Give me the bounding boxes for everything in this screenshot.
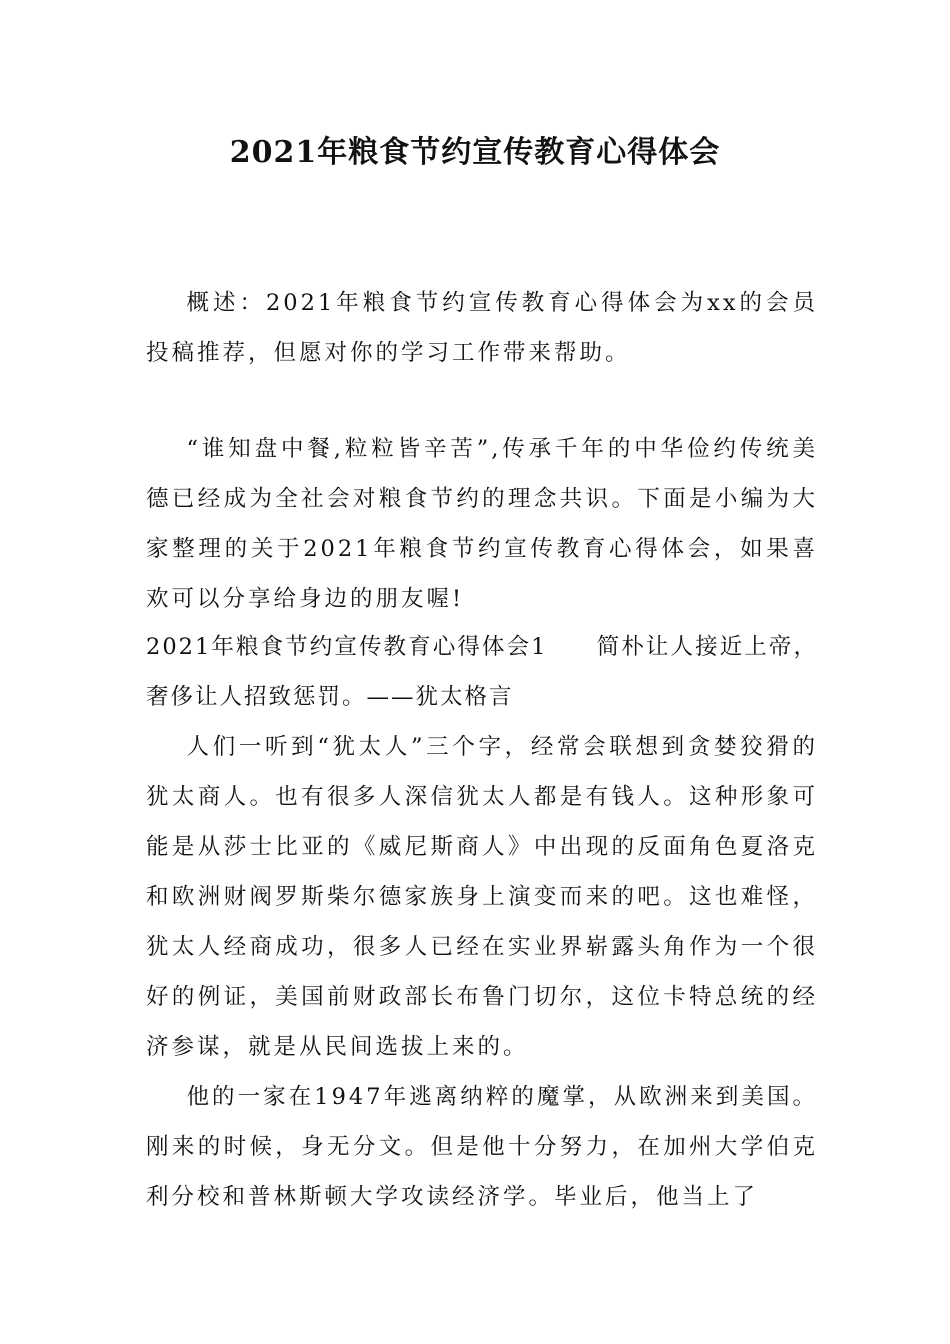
body-paragraph-2: 他的一家在1947年逃离纳粹的魔掌，从欧洲来到美国。刚来的时候，身无分文。但是他十分努力，在加州大学伯克利分校和普林斯顿大学攻读经济学。毕业后，他当上了 (146, 1084, 818, 1210)
section-heading-line: 2021年粮食节约宣传教育心得体会1 简朴让人接近上帝，奢侈让人招致惩罚。——犹太格言 (146, 634, 818, 710)
summary-paragraph: 概述：2021年粮食节约宣传教育心得体会为xx的会员投稿推荐，但愿对你的学习工作带来帮助。 (146, 290, 818, 366)
document-title: 2021年粮食节约宣传教育心得体会 (229, 135, 721, 170)
body-paragraph-1: 人们一听到“犹太人”三个字，经常会联想到贪婪狡猾的犹太商人。也有很多人深信犹太人都是有钱人。这种形象可能是从莎士比亚的《威尼斯商人》中出现的反面角色夏洛克和欧洲财阀罗斯柴尔德家族身上演变而来的吧。这也难怪，犹太人经商成功，很多人已经在实业界崭露头角作为一个很好的例证，美国前财政部长布鲁门切尔，这位卡特总统的经济参谋，就是从民间选拔上来的。 (146, 734, 818, 1060)
intro-paragraph: “谁知盘中餐,粒粒皆辛苦”,传承千年的中华俭约传统美德已经成为全社会对粮食节约的理念共识。下面是小编为大家整理的关于2021年粮食节约宣传教育心得体会，如果喜欢可以分享给身边的朋友喔! (146, 436, 818, 612)
